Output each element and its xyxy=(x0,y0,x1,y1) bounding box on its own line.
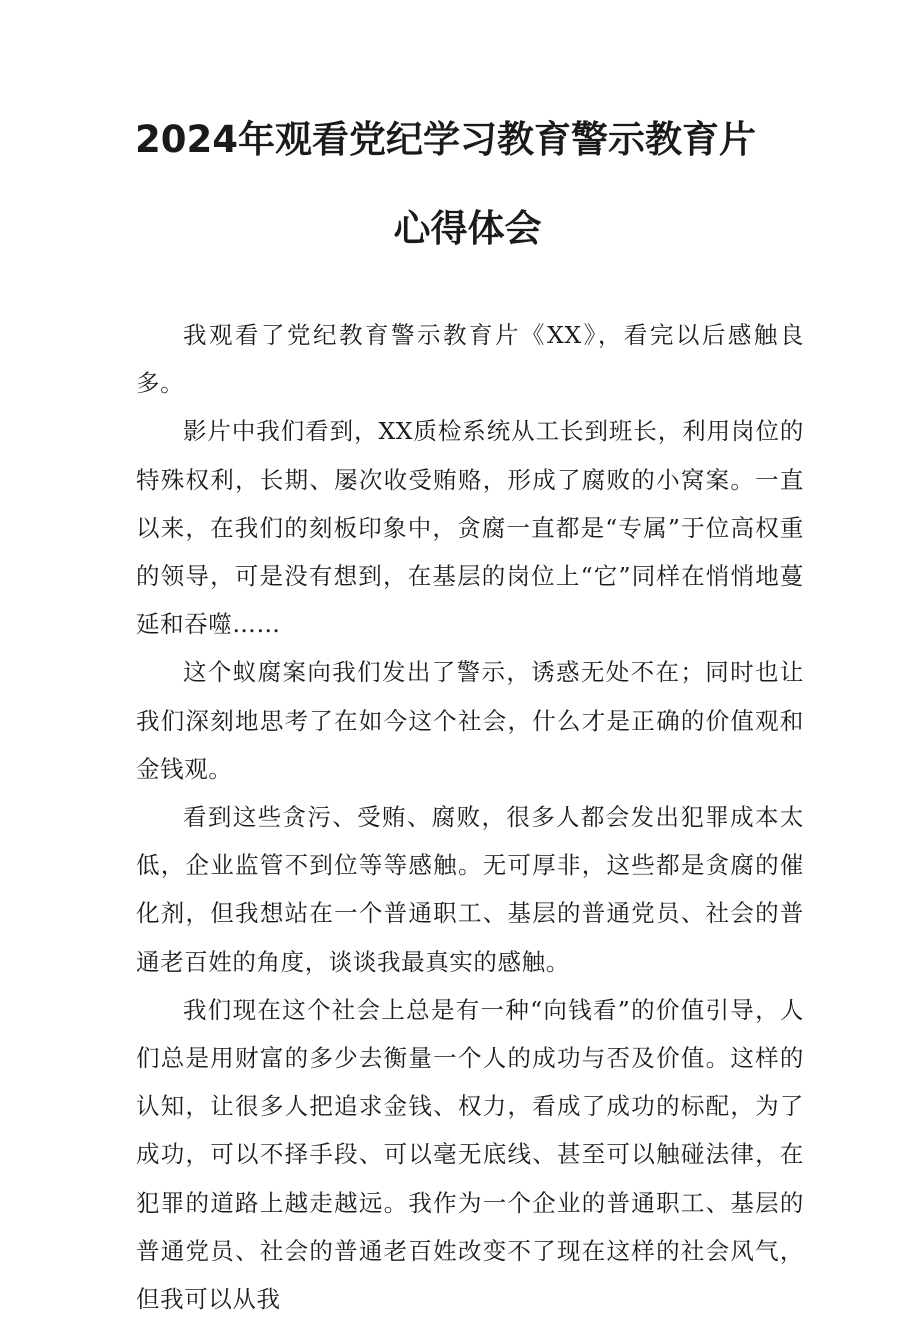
paragraph: 我观看了党纪教育警示教育片《XX》，看完以后感触良多。 xyxy=(136,321,804,398)
paragraph: 这个蚁腐案向我们发出了警示，诱惑无处不在；同时也让我们深刻地思考了在如今这个社会，什么才是正确的价值观和金钱观。 xyxy=(136,658,804,783)
paragraph: 我们现在这个社会上总是有一种“向钱看”的价值引导，人们总是用财富的多少去衡量一个人的成功与否及价值。这样的认知，让很多人把追求金钱、权力，看成了成功的标配，为了成功，可以不择手段、可以毫无底线、甚至可以触碰法律，在犯罪的道路上越走越远。我作为一个企业的普通职工、基层的普通党员、社会的普通老百姓改变不了现在这样的社会风气，但我可以从我 xyxy=(136,995,804,1314)
paragraph: 看到这些贪污、受贿、腐败，很多人都会发出犯罪成本太低，企业监管不到位等等感触。无可厚非，这些都是贪腐的催化剂，但我想站在一个普通职工、基层的普通党员、社会的普通老百姓的角度，谈谈我最真实的感触。 xyxy=(136,803,804,976)
paragraph: 影片中我们看到，XX质检系统从工长到班长，利用岗位的特殊权利，长期、屡次收受贿赂，形成了腐败的小窝案。一直以来，在我们的刻板印象中，贪腐一直都是“专属”于位高权重的领导，可是没有想到，在基层的岗位上“它”同样在悄悄地蔓延和吞噬…… xyxy=(136,417,804,639)
document-title-line1: 2024年观看党纪学习教育警示教育片 xyxy=(135,118,756,161)
document-title-line2: 心得体会 xyxy=(393,207,542,250)
document-body xyxy=(136,311,804,1323)
